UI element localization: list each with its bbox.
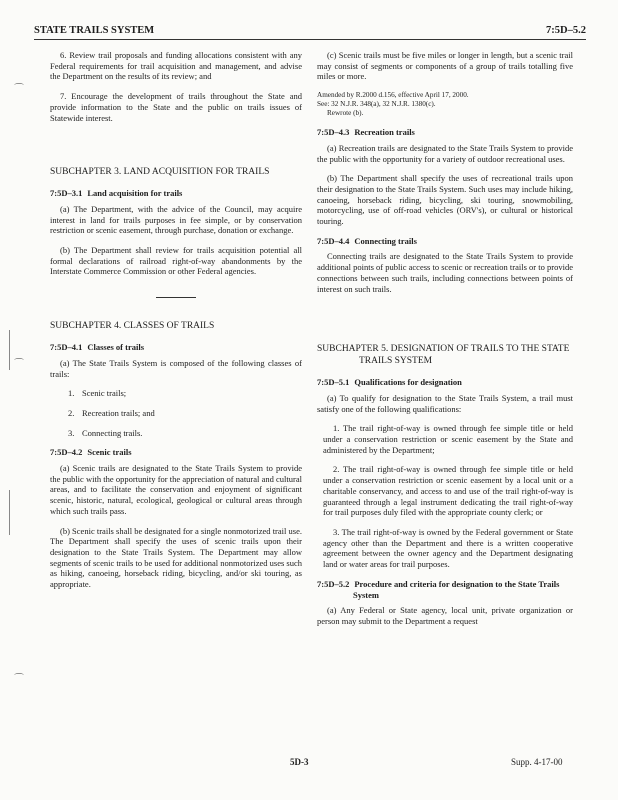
section-number: 7:5D–5.2 bbox=[317, 578, 350, 589]
section-number: 7:5D–5.1 bbox=[317, 377, 350, 388]
section-number: 7:5D–3.1 bbox=[50, 188, 83, 199]
left-column bbox=[50, 50, 302, 599]
paragraph: Connecting trails are designated to the State Trails System to provide additional points of public access to scenic or recreation trails or to provide connections between such trails, including connections between points of interest on such trails. bbox=[317, 251, 573, 294]
subchapter-heading: SUBCHAPTER 3. LAND ACQUISITION FOR TRAILS bbox=[50, 167, 270, 178]
section-heading bbox=[50, 342, 302, 353]
section-title: Classes of trails bbox=[87, 342, 145, 353]
paragraph: (a) The State Trails System is composed of the following classes of trails: bbox=[50, 357, 302, 379]
section-title: Land acquisition for trails bbox=[87, 188, 183, 199]
section-title: Qualifications for designation bbox=[354, 377, 462, 388]
list-paragraph: 2. The trail right-of-way is owned through fee simple title or held under a conservation restriction or scenic easement by a local unit or a charitable conservancy, and access to and use of the trail right-of-way is guaranteed through a legal instrument dedicating the trail right-of-way for trail purposes duly filed with the appropriate county clerk; or bbox=[323, 464, 573, 518]
list-item: 3. Connecting trails. bbox=[68, 427, 143, 438]
margin-mark: ⌒ bbox=[14, 359, 24, 370]
section-heading bbox=[50, 188, 302, 199]
paragraph: (b) Scenic trails shall be designated for a single nonmotorized trail use. The Department shall specify the uses of scenic trails upon their designation to the State Trails System. The Department may allow segments of scenic trails to be used for additional nonmotorized uses such as hiking, canoeing, horseback riding, bicycling, and/or ski touring, as appropriate. bbox=[50, 525, 302, 590]
section-divider bbox=[156, 297, 196, 298]
section-heading bbox=[317, 236, 573, 247]
section-number: 7:5D–4.1 bbox=[50, 342, 83, 353]
section-title: Connecting trails bbox=[354, 235, 417, 246]
supplement-date: Supp. 4-17-00 bbox=[511, 757, 563, 767]
paragraph: (b) The Department shall review for trails acquisition potential all formal declarations of railroad right-of-way abandonments by the Interstate Commerce Commission or other Federal agencies. bbox=[50, 245, 302, 277]
section-number: 7:5D–4.4 bbox=[317, 235, 350, 246]
paragraph: 7. Encourage the development of trails throughout the State and provide information to the State and the public on trails issues of Statewide interest. bbox=[50, 91, 302, 123]
paragraph: (a) Recreation trails are designated to the State Trails System to provide the public with the opportunity for a variety of outdoor recreational uses. bbox=[317, 142, 573, 164]
subchapter-heading: SUBCHAPTER 5. DESIGNATION OF TRAILS TO THE STATE TRAILS SYSTEM bbox=[317, 344, 570, 367]
section-number: 7:5D–4.3 bbox=[317, 127, 350, 138]
list-paragraph: 1. The trail right-of-way is owned through fee simple title or held under a conservation restriction or scenic easement by the State and administered by the Department; bbox=[323, 423, 573, 455]
section-heading bbox=[50, 447, 302, 458]
section-title: Scenic trails bbox=[87, 447, 132, 458]
section-title: Recreation trails bbox=[354, 127, 415, 138]
paragraph: (a) The Department, with the advice of the Council, may acquire interest in land for trails purposes in fee simple, or by conservation restriction or scenic easement, through purchase, donation or exchange. bbox=[50, 203, 302, 236]
right-column bbox=[317, 50, 573, 636]
section-heading bbox=[317, 377, 573, 388]
header-title: STATE TRAILS SYSTEM bbox=[34, 25, 155, 36]
section-heading bbox=[317, 127, 573, 138]
list-item: 2. Recreation trails; and bbox=[68, 407, 155, 418]
history-note: Amended by R.2000 d.156, effective April 17, 2000. See: 32 N.J.R. 348(a), 32 N.J.R. 1380(c). Rewrote (b). bbox=[317, 91, 469, 118]
section-heading bbox=[317, 579, 573, 600]
paragraph: (a) Scenic trails are designated to the State Trails System to provide the public with the opportunity for the appreciation of natural and cultural areas, and to facilitate the conservation and enjoyment of significant scenic, historic, natural, ecological, geological or cultural areas through which such trails pass. bbox=[50, 463, 302, 516]
subchapter-heading: SUBCHAPTER 4. CLASSES OF TRAILS bbox=[50, 321, 215, 332]
margin-line bbox=[9, 330, 10, 370]
list-item: 1. Scenic trails; bbox=[68, 388, 127, 399]
section-number: 7:5D–4.2 bbox=[50, 447, 83, 458]
paragraph: (b) The Department shall specify the uses of recreational trails upon their designation to the State Trails System. Such uses may include hiking, canoeing, horseback riding, bicycling, ski touring, snowmobiling, motorcycling, use of off-road vehicles (ORV's), or cultural or historical touring. bbox=[317, 173, 573, 227]
paragraph: (c) Scenic trails must be five miles or longer in length, but a scenic trail may consist of segments or components of a group of trails totalling five miles or more. bbox=[317, 50, 573, 82]
section-title: Procedure and criteria for designation to the State Trails System bbox=[353, 578, 560, 600]
margin-line bbox=[9, 490, 10, 535]
paragraph: 6. Review trail proposals and funding allocations consistent with any Federal requirements for trail acquisition and management, and advise the Department on the results of its review; and bbox=[50, 50, 302, 82]
margin-mark: ⌒ bbox=[14, 84, 24, 95]
paragraph: (a) Any Federal or State agency, local unit, private organization or person may submit to the Department a request bbox=[317, 605, 573, 626]
page-number: 5D-3 bbox=[290, 757, 309, 767]
running-header bbox=[34, 25, 586, 40]
margin-mark: ⌒ bbox=[14, 674, 24, 685]
paragraph: (a) To qualify for designation to the State Trails System, a trail must satisfy one of the following qualifications: bbox=[317, 392, 573, 414]
header-section-number: 7:5D–5.2 bbox=[546, 25, 586, 36]
list-paragraph: 3. The trail right-of-way is owned by the Federal government or State agency other than the Department and there is a written cooperative agreement between the owner agency and the Department designating land or water areas for trail purposes. bbox=[323, 526, 573, 570]
